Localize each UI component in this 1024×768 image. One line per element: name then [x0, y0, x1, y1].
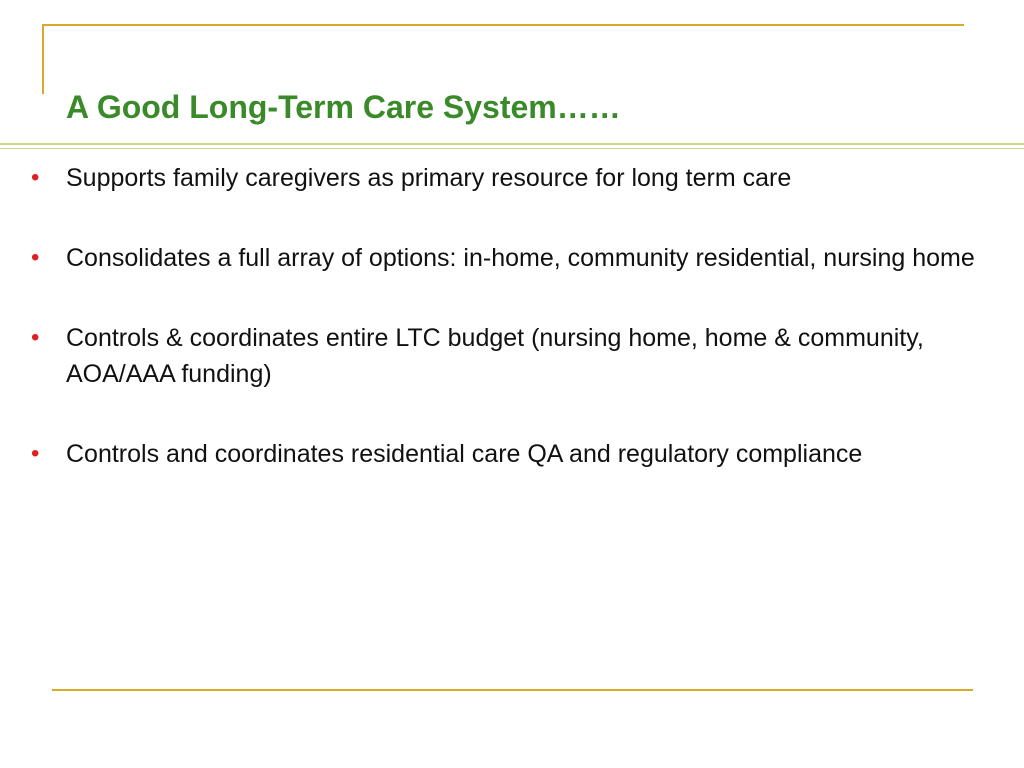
frame-top-line — [42, 24, 964, 26]
bullet-item — [0, 320, 1024, 392]
bullet-text: Controls and coordinates residential care QA and regulatory compliance — [66, 440, 863, 468]
slide-title: A Good Long-Term Care System…… — [66, 89, 621, 125]
bullet-list — [0, 160, 1024, 516]
bullet-text: Controls & coordinates entire LTC budget (nursing home, home & community, AOA/AAA funding) — [66, 324, 924, 388]
bullet-icon: • — [31, 244, 40, 271]
bullet-item — [0, 436, 1024, 472]
bullet-item — [0, 240, 1024, 276]
bullet-item — [0, 160, 1024, 196]
frame-bottom-line — [52, 689, 973, 691]
bullet-icon: • — [31, 164, 40, 191]
frame-left-line — [42, 24, 44, 94]
bullet-icon: • — [31, 324, 40, 351]
title-divider — [0, 143, 1024, 145]
bullet-text: Supports family caregivers as primary resource for long term care — [66, 164, 792, 192]
bullet-text: Consolidates a full array of options: in-home, community residential, nursing home — [66, 244, 975, 272]
title-divider-secondary — [0, 148, 1024, 149]
bullet-icon: • — [31, 440, 40, 467]
